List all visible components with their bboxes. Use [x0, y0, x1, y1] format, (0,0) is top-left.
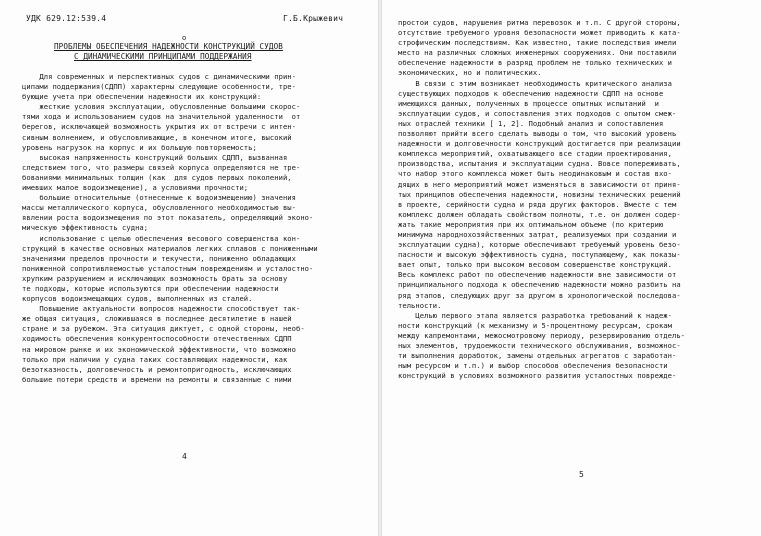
text-line: дящих в него мероприятий может изменяться в зависимости от приня-: [398, 179, 681, 189]
text-line: в проекте, серийности судна и ряда других факторов. Вместе с тем: [398, 199, 677, 209]
text-line: тых принципов обеспечения надежности, новизны технических решений: [398, 189, 681, 199]
left-page: [0, 0, 378, 536]
text-line: бованиями минимальных толщин (как для судов первых поколений,: [22, 172, 292, 182]
text-line: явлении роста водоизмещения по этот показатель, определяющий эконо-: [22, 213, 314, 223]
text-line: стране и за рубежом. Эта ситуация диктует, с одной стороны, необ-: [22, 324, 305, 334]
text-line: струкций в качестве основных материалов легких сплавов с пониженными: [22, 243, 318, 253]
text-line: те подходы, которые используются при обеспечении надежности: [22, 283, 279, 293]
text-line: ряд этапов, следующих друг за другом в хронологической последова-: [398, 290, 681, 300]
page-number-left: 4: [182, 452, 187, 461]
text-line: на мировом рынке и их экономической эффективности, что возможно: [22, 344, 296, 354]
text-line: эксплуатации судна), которые обеспечивают требуемый уровень безо-: [398, 240, 681, 250]
text-line: массы металлического корпуса, обусловленного необходимостью вы-: [22, 203, 296, 213]
text-line: высокая напряженность конструкций больших СДПП, вызванная: [22, 152, 288, 162]
text-line: существующих подходов к обеспечению надежности СДПП на основе: [398, 88, 664, 98]
text-line: строфическим последствиям. Как известно, такие последствия имели: [398, 38, 677, 48]
left-body-text: [22, 72, 370, 385]
text-line: Для современных и перспективных судов с динамическими прин-: [22, 72, 296, 81]
text-line: отсутствие требуемого уровня безопасности может приводить к ката-: [398, 28, 681, 38]
text-line: берегов, исключающей возможность укрытия их от встречи с интен-: [22, 122, 296, 132]
text-line: корпусов водоизмещающих судов, выполненных из сталей.: [22, 294, 253, 304]
text-line: же общая ситуация, сложившаяся в последнее десятилетие в нашей: [22, 314, 292, 324]
text-line: ципами поддержания(СДПП) характерны следующие особенности, тре-: [22, 82, 296, 92]
text-line: ходимость обеспечения конкурентоспособности отечественных СДПП: [22, 334, 292, 344]
text-line: пасности и высокую эффективность судна, поступающему, как показы-: [398, 250, 681, 260]
text-line: бующие учета при обеспечении надежности их конструкций:: [22, 92, 262, 102]
text-line: Целью первого этапа является разработка требований к надеж-: [398, 310, 672, 320]
text-line: производства, испытания и эксплуатации судна. Вовсе попереживать,: [398, 159, 681, 169]
author-name: Г.Б.Крыжевич: [283, 14, 344, 23]
text-line: следствием того, что размеры связей корпуса определяются не тре-: [22, 162, 301, 172]
text-line: Повышение актуальности вопросов надежности способствует так-: [22, 304, 301, 314]
text-line: ти выполнения доработок, замены отдельных агрегатов с заработан-: [398, 351, 677, 361]
page-number-right: 5: [579, 470, 584, 479]
text-line: место на различных сложных инженерных сооружениях. Они поставили: [398, 48, 677, 58]
text-line: сивным волнением, и обусловливающие, в конечном итоге, высокий: [22, 132, 292, 142]
text-line: жесткие условия эксплуатации, обусловленные большими скорос-: [22, 102, 301, 112]
text-line: обеспечение надежности в разряд проблем не только технических и: [398, 58, 672, 68]
text-line: только при наличии у судна таких составляющих надежности, как: [22, 354, 288, 364]
text-line: имеющихся данных, полученных в процессе опытных испытаний и: [398, 98, 659, 108]
udk-code: УДК 629.12:539.4: [26, 14, 107, 23]
text-line: минимума народнохозяйственных затрат, реализуемых при создании и: [398, 229, 677, 239]
text-line: экономических, но и политических.: [398, 68, 542, 78]
text-line: ным ресурсом и т.п.) и выбор способов обеспечения безопасности: [398, 361, 668, 371]
text-line: тями хода и использованием судов на значительной удаленности от: [22, 112, 301, 122]
text-line: комплекс должен обладать свойством полноты, т.е. он должен содер-: [398, 209, 681, 219]
text-line: между капремонтами, межосмотровому периоду, резервированию отдель-: [398, 330, 686, 340]
text-line: ных отраслей техники [ 1, 2]. Подобный анализ и сопоставления: [398, 118, 664, 128]
text-line: значениями пределов прочности и текучести, пониженно обладающих: [22, 253, 296, 263]
text-line: что набор этого комплекса может быть неодинаковым и состав вхо-: [398, 169, 672, 179]
text-line: простои судов, нарушения ритма перевозок и т.п. С другой стороны,: [398, 18, 681, 27]
text-line: вает опыт, только при высоком весовом совершенстве конструкций.: [398, 260, 672, 270]
text-line: комплекса мероприятий, охватывающего все стадии проектирования,: [398, 149, 672, 159]
text-line: В связи с этим возникает необходимость критического анализа: [398, 78, 672, 88]
text-line: ных элементов, трудоемкости технического обслуживания, возможнос-: [398, 341, 681, 350]
text-line: принципиального подхода к обеспечению надежности можно разбить на: [398, 280, 681, 290]
text-line: надежности и долговечности конструкций достигается при реализации: [398, 139, 681, 149]
title-line: С ДИНАМИЧЕСКИМИ ПРИНЦИПАМИ ПОДДЕРЖАНИЯ: [74, 52, 252, 61]
text-line: тельности.: [398, 300, 442, 310]
title-line: ПРОБЛЕМЫ ОБЕСПЕЧЕНИЯ НАДЕЖНОСТИ КОНСТРУКЦИЙ СУДОВ: [54, 42, 283, 51]
article-title: [54, 42, 334, 62]
text-line: использование с целью обеспечения весового совершенства кон-: [22, 233, 301, 243]
text-line: имевших малое водоизмещение), а условиями прочности;: [22, 183, 249, 193]
section-mark: о: [182, 34, 187, 42]
right-body-text: [398, 18, 754, 381]
text-line: ности конструкций (к механизму и 5-процентному ресурсам, срокам: [398, 320, 672, 330]
text-line: безотказность, долговечность и ремонтопригодность, исключающих: [22, 364, 292, 374]
text-line: пониженной сопротивляемостью усталостным повреждениям и усталостно-: [22, 263, 314, 273]
text-line: позволяют прийти всего сделать выводы о том, что высокий уровень: [398, 129, 677, 139]
text-line: жать такие мероприятия при их оптимальном объеме (по критерию: [398, 219, 664, 229]
text-line: хрупким разрушением и исключающих возможность брать за основу: [22, 273, 288, 283]
text-line: конструкций в условиях возможного развития усталостных повреждe-: [398, 371, 677, 381]
text-line: мическую эффективность судна;: [22, 223, 149, 233]
text-line: большие потери средств и времени на ремонты и связанные с ними: [22, 374, 292, 384]
text-line: Весь комплекс работ по обеспечению надежности вне зависимости от: [398, 270, 677, 280]
text-line: уровень нагрузок на корпус и их большую повторяемость;: [22, 142, 257, 152]
text-line: большие относительные (отнесенные к водоизмещению) значения: [22, 193, 296, 203]
text-line: эксплуатации судов, и сопоставления этих подходов с опытом смеж-: [398, 108, 677, 118]
right-page: [382, 0, 761, 536]
